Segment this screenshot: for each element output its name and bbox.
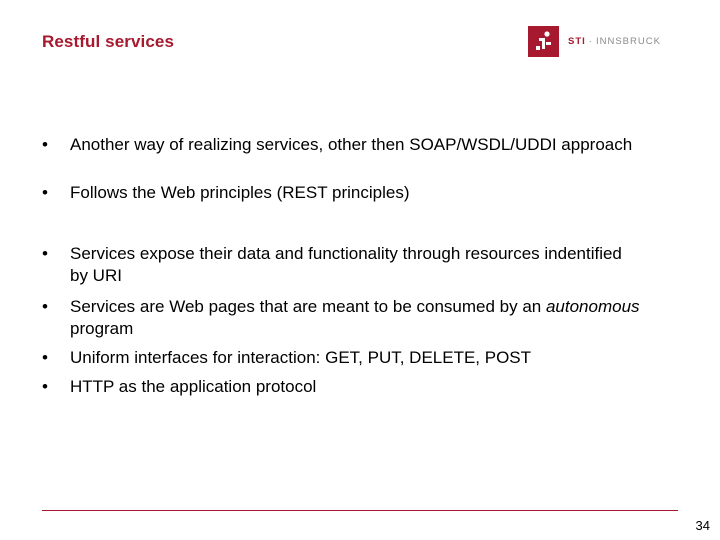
bullet-text-italic: autonomous	[545, 297, 640, 316]
sti-person-logo-icon	[528, 26, 559, 57]
bullet-symbol: •	[42, 135, 48, 154]
logo-text	[568, 36, 661, 47]
sti-innsbruck-logo	[528, 24, 661, 58]
slide-title: Restful services	[42, 32, 175, 51]
logo-separator: ·	[588, 35, 593, 47]
bullet-symbol: •	[42, 377, 48, 396]
bullet-item	[42, 296, 642, 340]
bullet-text-start: Services are Web pages that are meant to be consumed by an	[70, 297, 546, 316]
bullet-text: Uniform interfaces for interaction: GET, PUT, DELETE, POST	[70, 348, 532, 367]
bullet-item	[42, 243, 642, 287]
bullet-text-end: program	[70, 319, 134, 338]
footer-divider	[42, 510, 678, 511]
bullet-symbol: •	[42, 244, 48, 263]
page-number: 34	[695, 518, 710, 533]
bullet-item	[42, 376, 642, 398]
bullet-symbol: •	[42, 297, 48, 316]
bullet-text: HTTP as the application protocol	[70, 377, 317, 396]
bullet-item	[42, 182, 642, 204]
bullet-text	[70, 296, 642, 340]
bullet-item	[42, 347, 642, 369]
bullet-symbol: •	[42, 348, 48, 367]
logo-secondary-text: INNSBRUCK	[595, 35, 661, 47]
bullet-symbol: •	[42, 183, 48, 202]
bullet-item	[42, 134, 642, 156]
bullet-text: Follows the Web principles (REST principles)	[70, 183, 410, 202]
bullet-text: Services expose their data and functionality through resources indentified by URI	[70, 244, 622, 285]
bullet-text: Another way of realizing services, other then SOAP/WSDL/UDDI approach	[70, 135, 633, 154]
logo-primary-text: STI	[568, 35, 586, 47]
